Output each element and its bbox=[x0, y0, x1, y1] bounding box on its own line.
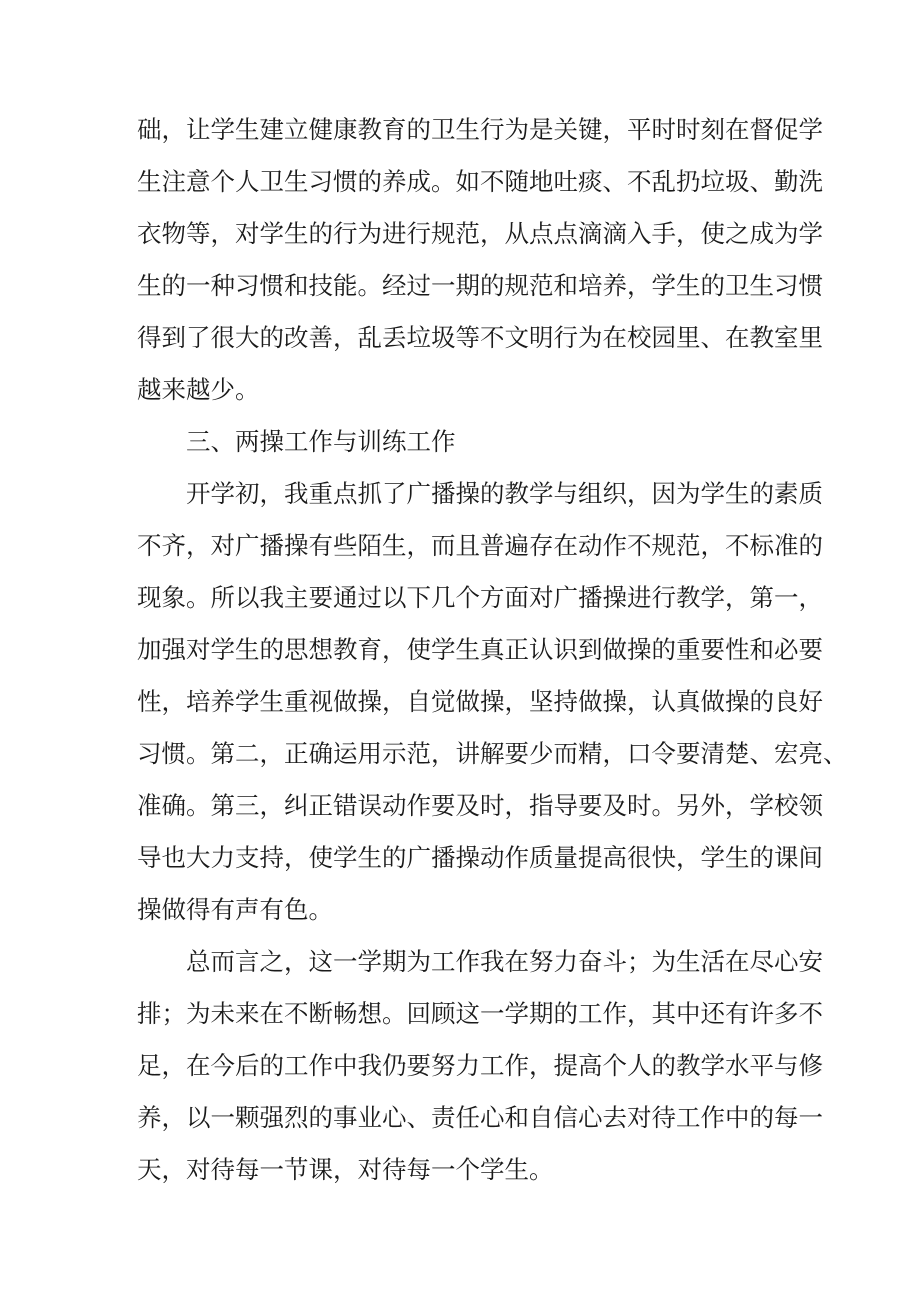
text-line: 得到了很大的改善，乱丢垃圾等不文明行为在校园里、在教室里 bbox=[137, 323, 823, 352]
text-line: 衣物等，对学生的行为进行规范，从点点滴滴入手，使之成为学 bbox=[137, 219, 823, 248]
text-line: 性，培养学生重视做操，自觉做操，坚持做操，认真做操的良好 bbox=[137, 687, 823, 716]
text-line: 天，对待每一节课，对待每一个学生。 bbox=[137, 1155, 554, 1184]
text-line: 开学初，我重点抓了广播操的教学与组织，因为学生的素质 bbox=[186, 479, 823, 508]
text-line: 不齐，对广播操有些陌生，而且普遍存在动作不规范，不标准的 bbox=[137, 531, 823, 560]
text-line: 生注意个人卫生习惯的养成。如不随地吐痰、不乱扔垃圾、勤洗 bbox=[137, 167, 823, 196]
text-line: 操做得有声有色。 bbox=[137, 895, 333, 924]
text-line: 习惯。第二，正确运用示范，讲解要少而精，口令要清楚、宏亮、 bbox=[137, 739, 848, 768]
text-line: 础，让学生建立健康教育的卫生行为是关键，平时时刻在督促学 bbox=[137, 115, 823, 144]
text-line: 准确。第三，纠正错误动作要及时，指导要及时。另外，学校领 bbox=[137, 791, 823, 820]
text-line: 生的一种习惯和技能。经过一期的规范和培养，学生的卫生习惯 bbox=[137, 271, 823, 300]
section-heading: 三、两操工作与训练工作 bbox=[186, 427, 456, 456]
text-line: 足，在今后的工作中我仍要努力工作，提高个人的教学水平与修 bbox=[137, 1051, 823, 1080]
text-line: 越来越少。 bbox=[137, 375, 260, 404]
text-line: 养，以一颗强烈的事业心、责任心和自信心去对待工作中的每一 bbox=[137, 1103, 823, 1132]
text-line: 加强对学生的思想教育，使学生真正认识到做操的重要性和必要 bbox=[137, 635, 823, 664]
text-line: 总而言之，这一学期为工作我在努力奋斗；为生活在尽心安 bbox=[186, 947, 823, 976]
text-line: 现象。所以我主要通过以下几个方面对广播操进行教学，第一， bbox=[137, 583, 823, 612]
text-line: 排；为未来在不断畅想。回顾这一学期的工作，其中还有许多不 bbox=[137, 999, 823, 1028]
text-line: 导也大力支持，使学生的广播操动作质量提高很快，学生的课间 bbox=[137, 843, 823, 872]
